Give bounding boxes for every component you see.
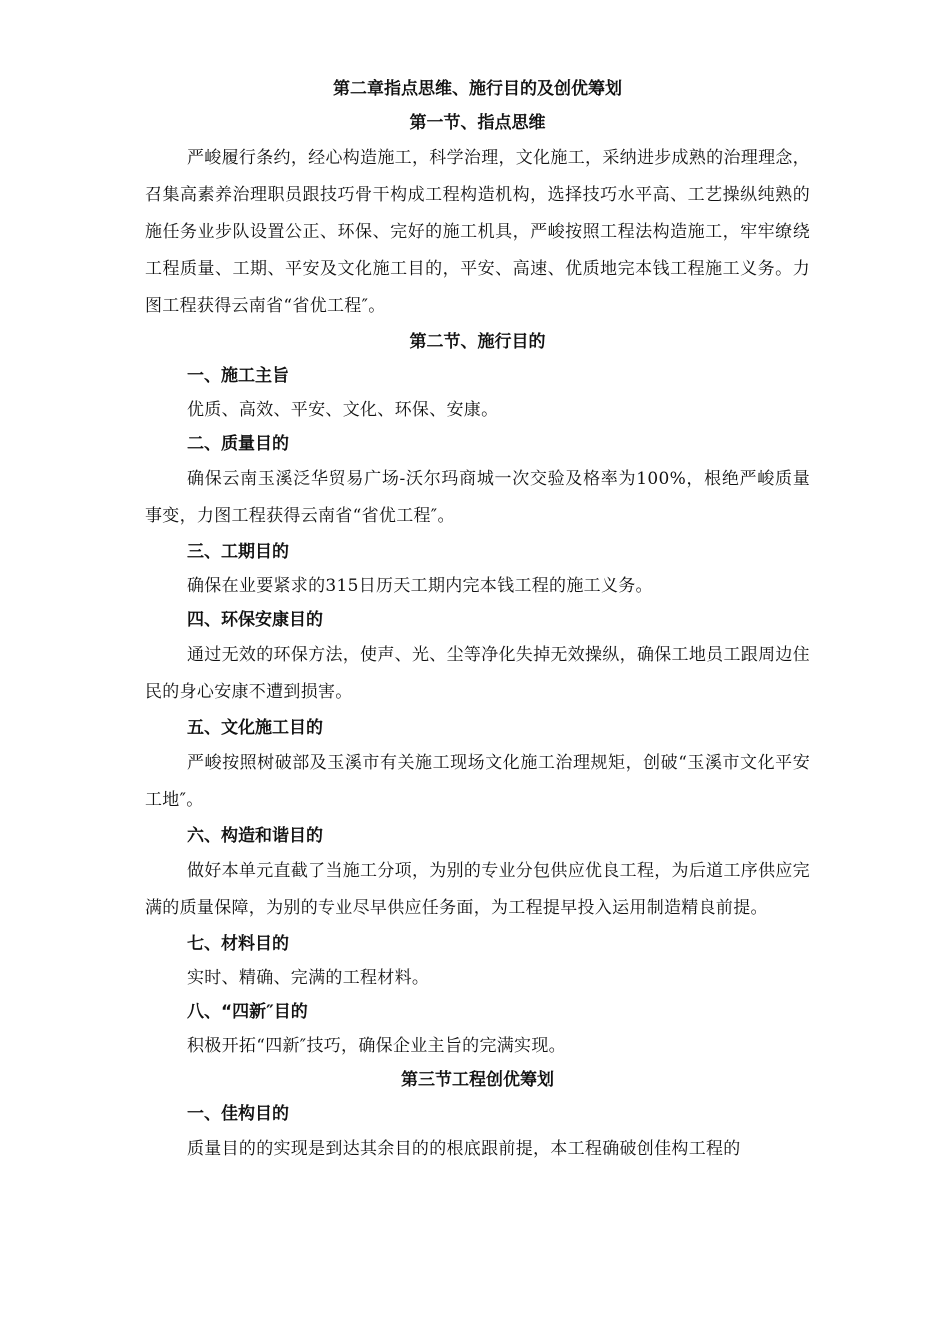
sub-heading-coordination-target: 六、构造和谐目的 (187, 826, 323, 846)
section-1-paragraph: 严峻履行条约，经心构造施工，科学治理，文化施工，采纳进步成熟的治理理念，召集高素养治理职员跟技巧骨干构成工程构造机构，选择技巧水平高、工艺操纵纯熟的施任务业步队设置公正、环保、完好的施工机具，严峻按照工程法构造施工，牢牢缭绕工程质量、工期、平安及文化施工目的，平安、高速、优质地完本钱工程施工义务。力图工程获得云南省“省优工程″。 (145, 148, 810, 316)
paragraph-quality-project-target: 质量目的的实现是到达其余目的的根底跟前提，本工程确破创佳构工程的 (187, 1139, 741, 1159)
paragraph-coordination-target: 做好本单元直截了当施工分项，为别的专业分包供应优良工程，为后道工序供应完满的质量保障，为别的专业尽早供应任务面，为工程提早投入运用制造精良前提。 (145, 861, 810, 918)
sub-heading-quality-project-target: 一、佳构目的 (187, 1104, 289, 1124)
section-title-2: 第二节、施行目的 (409, 332, 546, 352)
paragraph-construction-purpose: 优质、高效、平安、文化、环保、安康。 (187, 400, 499, 420)
sub-heading-environment-target: 四、环保安康目的 (187, 610, 323, 630)
sub-heading-four-new-target: 八、“四新″目的 (187, 1002, 308, 1022)
paragraph-civilized-construction-target: 严峻按照树破部及玉溪市有关施工现场文化施工治理规矩，创破“玉溪市文化平安工地″。 (145, 753, 810, 810)
sub-heading-construction-purpose: 一、施工主旨 (187, 366, 289, 386)
paragraph-schedule-target: 确保在业要紧求的315日历天工期内完本钱工程的施工义务。 (187, 576, 653, 596)
sub-heading-schedule-target: 三、工期目的 (187, 542, 289, 562)
chapter-title: 第二章指点思维、施行目的及创优筹划 (333, 79, 622, 99)
section-title-3: 第三节工程创优筹划 (401, 1070, 554, 1090)
section-title-1: 第一节、指点思维 (409, 113, 546, 133)
paragraph-environment-target: 通过无效的环保方法，使声、光、尘等净化失掉无效操纵，确保工地员工跟周边住民的身心安康不遭到损害。 (145, 645, 810, 702)
paragraph-quality-target: 确保云南玉溪泛华贸易广场-沃尔玛商城一次交验及格率为100%，根绝严峻质量事变，力图工程获得云南省“省优工程″。 (145, 469, 810, 526)
document-page (145, 72, 810, 1168)
paragraph-four-new-target: 积极开拓“四新″技巧，确保企业主旨的完满实现。 (187, 1036, 566, 1056)
sub-heading-quality-target: 二、质量目的 (187, 434, 289, 454)
sub-heading-materials-target: 七、材料目的 (187, 934, 289, 954)
sub-heading-civilized-construction-target: 五、文化施工目的 (187, 718, 323, 738)
paragraph-materials-target: 实时、精确、完满的工程材料。 (187, 968, 430, 988)
